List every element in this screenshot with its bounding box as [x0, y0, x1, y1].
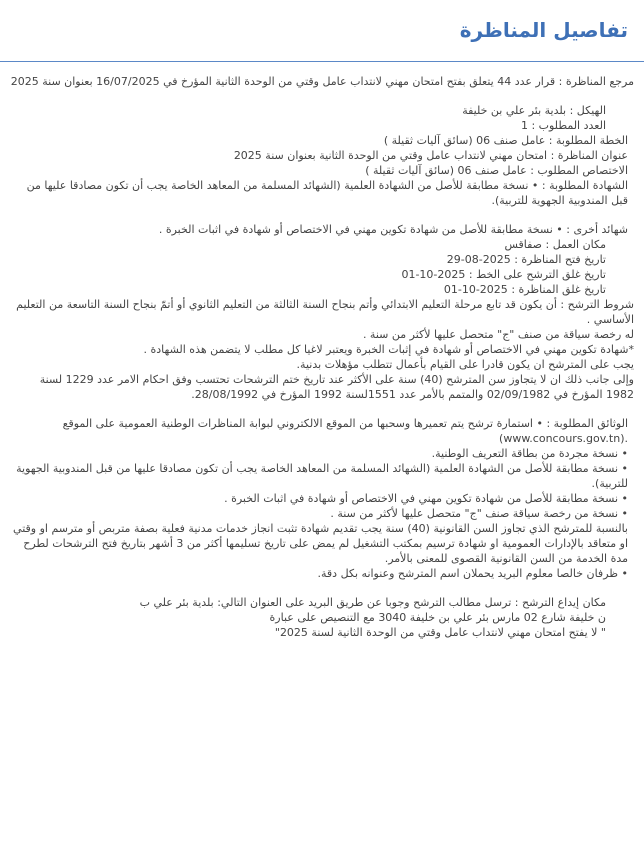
required-plan-value: عامل صنف 06 (سائق آليات ثقيلة ) — [383, 134, 546, 147]
specialty-row — [10, 163, 634, 178]
reference-value: قرار عدد 44 يتعلق بفتح امتحان مهني لانتداب عامل وقتي من الوحدة الثانية المؤرخ في 16/07/2025 بعنوان سنة 2025 — [10, 75, 556, 88]
workplace-row — [10, 237, 634, 252]
conditions-label: شروط الترشح : — [560, 298, 634, 311]
submission-line-1: ن خليفة شارع 02 مارس بئر علي بن خليفة 3040 مع التنصيص على عبارة — [269, 611, 606, 624]
conditions-line-3: يجب على المترشح ان يكون قادرا على القيام بأعمال تتطلب مؤهلات بدنية. — [296, 358, 634, 371]
documents-section — [10, 416, 634, 581]
conditions-line-4: وإلى جانب ذلك ان لا يتجاوز سن المترشح (40) سنة على الأكثر عند تاريخ ختم الترشحات تحتسب وفق احكام الامر عدد 1229 لسنة 1982 المؤرخ في 02/09/1982 والمتمم بالأمر عدد 1551لسنة 1992 المؤرخ في 28/08/1992. — [39, 373, 634, 401]
reference-label: مرجع المناظرة : — [558, 75, 634, 88]
reference-row — [10, 74, 634, 89]
required-plan-label: الخطة المطلوبة : — [548, 134, 628, 147]
page-title: تفاصيل المناظرة — [459, 18, 628, 42]
online-close-label: تاريخ غلق الترشح على الخط : — [468, 268, 606, 281]
close-date-label: تاريخ غلق المناظرة : — [511, 283, 606, 296]
card-header — [0, 0, 644, 62]
open-date-label: تاريخ فتح المناظرة : — [514, 253, 606, 266]
required-count-label: العدد المطلوب : — [531, 119, 606, 132]
online-close-value: 01-10-2025 — [401, 268, 466, 281]
submission-line-2: " لا يفتح امتحان مهني لانتداب عامل وقتي من الوحدة الثانية لسنة 2025" — [274, 626, 606, 639]
required-count-value: 1 — [520, 119, 528, 132]
workplace-value: صفاقس — [504, 238, 542, 251]
close-date-value: 01-10-2025 — [443, 283, 508, 296]
documents-label: الوثائق المطلوبة : — [546, 417, 628, 430]
online-close-row — [10, 267, 634, 282]
submission-section — [10, 595, 634, 640]
structure-row — [10, 103, 634, 118]
other-degrees-value: • نسخة مطابقة للأصل من شهادة تكوين مهني في الاختصاص أو شهادة في اثبات الخبرة . — [158, 223, 563, 236]
competition-title-value: امتحان مهني لانتداب عامل وقتي من الوحدة الثانية بعنوان سنة 2025 — [233, 149, 548, 162]
degree-row — [10, 178, 634, 208]
documents-item: • ظرفان خالصا معلوم البريد يحملان اسم المترشح وعنوانه بكل دقة. — [317, 567, 628, 580]
conditions-line-1: له رخصة سياقة من صنف "ج" متحصل عليها لأكثر من سنة . — [362, 328, 634, 341]
degree-label: الشهادة المطلوبة : — [541, 179, 628, 192]
documents-item: • نسخة من رخصة سياقة صنف "ج" متحصل عليها لأكثر من سنة . — [330, 507, 628, 520]
required-plan-row — [10, 133, 634, 148]
required-count-row — [10, 118, 634, 133]
specialty-label: الاختصاص المطلوب : — [530, 164, 628, 177]
open-date-row — [10, 252, 634, 267]
details-content — [0, 62, 644, 640]
close-date-row — [10, 282, 634, 297]
documents-line-first: الوثائق المطلوبة : • استمارة ترشح يتم تعميرها وسحبها من الموقع الالكتروني لبوابة المناظرات الوطنية العمومية على الموقع (www.concours.gov.tn). — [62, 417, 628, 445]
documents-item: • نسخة مجردة من بطاقة التعريف الوطنية. — [431, 447, 628, 460]
competition-title-row — [10, 148, 634, 163]
workplace-label: مكان العمل : — [545, 238, 606, 251]
documents-item: • نسخة مطابقة للأصل من الشهادة العلمية (الشهائد المسلمة من المعاهد الخاصة يجب أن تكون مصادقا عليها من قبل المندوبية الجهوية للتربية). — [16, 462, 628, 490]
conditions-line-2: *شهادة تكوين مهني في الاختصاص أو شهادة في إثبات الخبرة ويعتبر لاغيا كل مطلب لا يتضمن هذه الشهادة . — [143, 343, 634, 356]
documents-item: • نسخة مطابقة للأصل من شهادة تكوين مهني في الاختصاص أو شهادة في اثبات الخبرة . — [224, 492, 628, 505]
structure-value: بلدية بئر علي بن خليفة — [462, 104, 567, 117]
other-degrees-row — [10, 222, 634, 237]
submission-label: مكان إيداع الترشح : — [514, 596, 606, 609]
concours-website-link[interactable]: (www.concours.gov.tn). — [499, 432, 628, 445]
documents-item: بالنسبة للمترشح الذي تجاوز السن القانونية (40) سنة يجب تقديم شهادة تثبت انجاز خدمات مدنية فعلية بصفة متربص أو مترسم او وقتي او متعاقد بالإدارات العمومية او شهادة ترسيم بمكتب التشغيل لم يمض على تاريخ تسليمها أكثر من 3 أشهر بتاريخ فتح الترشحات لطرح مدة الخدمة من السن القانونية القصوى للمعنى بالأمر. — [13, 522, 628, 565]
degree-value: • نسخة مطابقة للأصل من الشهادة العلمية (الشهائد المسلمة من المعاهد الخاصة يجب أن تكون مصادقا عليها من قبل المندوبية الجهوية للتربية). — [26, 179, 628, 207]
conditions-line-0: شروط الترشح : أن يكون قد تابع مرحلة التعليم الابتدائي وأتم بنجاح السنة الثالثة من التعليم الثانوي أو أتمّ بنجاح السنة التاسعة من التعليم الأساسي . — [16, 298, 634, 326]
open-date-value: 29-08-2025 — [446, 253, 511, 266]
structure-label: الهيكل : — [569, 104, 606, 117]
other-degrees-label: شهائد أخرى : — [566, 223, 628, 236]
competition-title-label: عنوان المناظرة : — [550, 149, 628, 162]
submission-line-0: مكان إيداع الترشح : ترسل مطالب الترشح وجوبا عن طريق البريد على العنوان التالي: بلدية بئر علي ب — [139, 596, 606, 609]
conditions-section — [10, 297, 634, 402]
specialty-value: عامل صنف 06 (سائق آليات ثقيلة ) — [365, 164, 527, 177]
